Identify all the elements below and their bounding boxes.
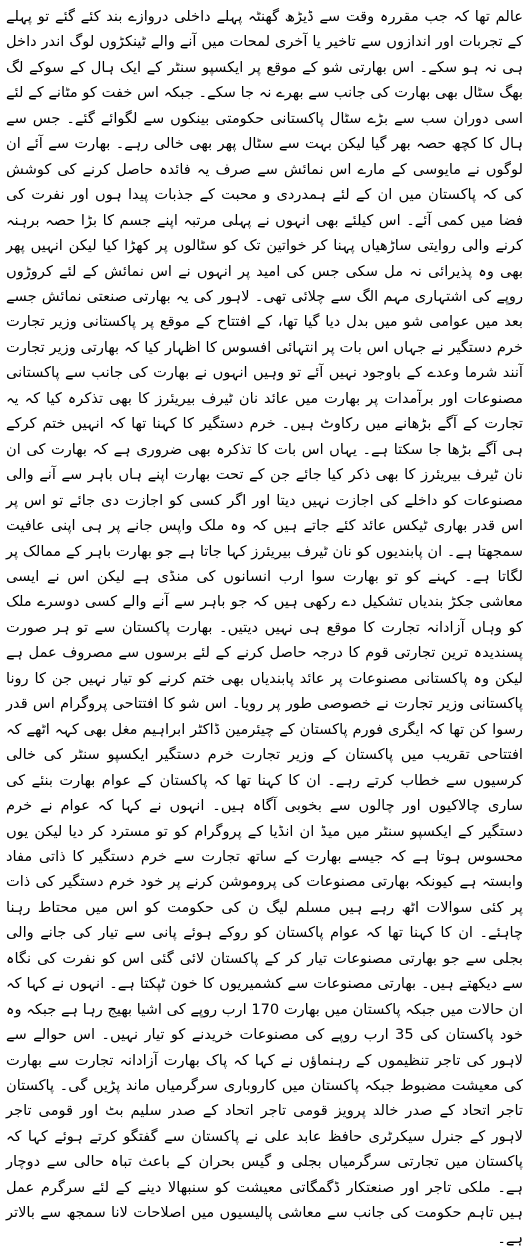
article-body-text: عالم تھا کہ جب مقررہ وقت سے ڈیڑھ گھنٹہ پہلے داخلی دروازے بند کئے گئے تو پہلے کے تجربات اور اندازوں سے تاخیر یا آخری لمحات میں آنے والے ٹینکڑوں لوگ اندر داخل ہی نہ ہو سکے۔ اس بھارتی شو کے موقع پر ایکسپو سنٹر کے ایک ہال کے سوکے لگ بھگ سٹال بھی بھارت کی جانب سے بھرے نہ جا سکے۔ جبکہ اس خفت کو مٹانے کے لئے اسی دوران سب سے بڑے سٹال پاکستانی حکومتی بینکوں سے لگوائے گئے۔ جس سے ہال کا کچھ حصہ بھر گیا لیکن بہت سے سٹال پھر بھی خالی رہے۔ بھارت سے آئے ان لوگوں نے مایوسی کے مارے اس نمائش سے صرف یہ فائدہ حاصل کرنے کی کوشش کی کہ پاکستان میں ان کے لئے ہمدردی و محبت کے جذبات پیدا ہوں اور نفرت کی فضا میں کمی آئے۔ اس کیلئے بھی انہوں نے پہلی مرتبہ اپنے جسم کا بڑا حصہ برہنہ کرنے والی روایتی ساڑھیاں پہنا کر خواتین تک کو سٹالوں پر کھڑا کیا لیکن انہیں پھر بھی وہ پذیرائی نہ مل سکی جس کی امید پر انہوں نے اس نمائش کے لئے کروڑوں روپے کی اشتہاری مہم الگ سے چلائی تھی۔ لاہور کی یہ بھارتی صنعتی نمائش جسے بعد میں عوامی شو میں بدل دیا گیا تھا، کے افتتاح کے موقع پر پاکستانی وزیر تجارت خرم دستگیر نے جہاں اس بات پر انتہائی افسوس کا اظہار کیا کہ بھارتی وزیر تجارت آنند شرما وعدے کے باوجود نہیں آئے تو وہیں انہوں نے بھارت کی جانب سے پاکستانی مصنوعات اور برآمدات پر بھارت میں عائد نان ٹیرف بیریئرز کا بھی تذکرہ کیا کہ یہ تجارت کے آگے بڑھانے میں رکاوٹ ہیں۔ خرم دستگیر کا کہنا تھا کہ انہیں ختم کرکے ہی آگے بڑھا جا سکتا ہے۔ یہاں اس بات کا تذکرہ بھی ضروری ہے کہ بھارت کی ان نان ٹیرف بیریئرز کا بھی ذکر کیا جائے جن کے تحت بھارت اپنے ہاں باہر سے آنے والی مصنوعات کو داخلے کی اجازت نہیں دیتا اور اگر کسی کو اجازت دی جائے تو اس پر اس قدر بھاری ٹیکس عائد کئے جاتے ہیں کہ وہ ملک واپس جانے پر ہی اپنی عافیت سمجھتا ہے۔ ان پابندیوں کو نان ٹیرف بیریئرز کہا جاتا ہے جو بھارت باہر کے ممالک پر لگاتا ہے۔ کہنے کو تو بھارت سوا ارب انسانوں کی منڈی ہے لیکن اس نے ایسی معاشی جکڑ بندیاں تشکیل دے رکھی ہیں کہ جو باہر سے آنے والے کسی دوسرے ملک کو وہاں آزادانہ تجارت کا موقع ہی نہیں دیتیں۔ بھارت پاکستان سے تو ہر صورت پسندیدہ ترین تجارتی قوم کا درجہ حاصل کرنے کے لئے برسوں سے مصروف عمل ہے لیکن وہ پاکستانی مصنوعات پر عائد پابندیاں بھی ختم کرنے کو تیار نہیں جن کا رونا پاکستانی وزیر تجارت نے خصوصی طور پر رویا۔ اس شو کا افتتاحی پروگرام اس قدر رسوا کن تھا کہ ایگری فورم پاکستان کے چیئرمین ڈاکٹر ابراہیم مغل بھی کہہ اٹھے کہ افتتاحی تقریب میں پاکستان کے وزیر تجارت خرم دستگیر ایکسپو سنٹر کی خالی کرسیوں سے خطاب کرتے رہے۔ ان کا کہنا تھا کہ پاکستان کے عوام بھارت بنئے کی ساری چالاکیوں اور چالوں سے بخوبی آگاہ ہیں۔ انہوں نے کہا کہ عوام نے خرم دستگیر کے ایکسپو سنٹر میں میڈ ان انڈیا کے پروگرام کو تو مسترد کر دیا لیکن یوں محسوس ہوتا ہے کہ جیسے بھارت کے ساتھ تجارت سے خرم دستگیر کا ذاتی مفاد وابستہ ہے کیونکہ بھارتی مصنوعات کی پروموشن کرنے پر خود خرم دستگیر کی ذات پر کئی سوالات اٹھ رہے ہیں مسلم لیگ ن کی حکومت کو اس میں محتاط رہنا چاہئے۔ ان کا کہنا تھا کہ عوام پاکستان کو روکے ہوئے پانی سے تیار کی جانے والی بجلی سے جو بھارتی مصنوعات تیار کر کے پاکستان لائی گئی اس کو نفرت کی نگاہ سے دیکھتے ہیں۔ بھارتی مصنوعات سے کشمیریوں کا خون ٹپکتا ہے۔ انہوں نے کہا کہ ان حالات میں جبکہ پاکستان میں بھارت 170 ارب روپے کی اشیا بھیج رہا ہے جبکہ وہ خود پاکستان کی 35 ارب روپے کی مصنوعات خریدنے کو تیار نہیں۔ اس حوالے سے لاہور کی تاجر تنظیموں کے رہنماؤں نے کہا کہ پاک بھارت آزادانہ تجارت سے بھارت کی معیشت مضبوط جبکہ پاکستان میں کاروباری سرگرمیاں ماند پڑیں گی۔ پاکستان تاجر اتحاد کے صدر خالد پرویز قومی تاجر اتحاد کے صدر سلیم بٹ اور قومی تاجر لاہور کے جنرل سیکرٹری حافظ عابد علی نے پاکستان سے گفتگو کرتے ہوئے کہا کہ پاکستان میں تجارتی سرگرمیاں بجلی و گیس بحران کے باعث تباہ حالی سے دوچار ہے۔ ملکی تاجر اور صنعتکار ڈگمگاتی معیشت کو سنبھالا دینے کے لئے سرگرم عمل ہیں تاہم حکومت کی جانب سے معاشی پالیسیوں میں اصلاحات لانا سمجھ سے بالاتر ہے۔ xyxy=(6,8,523,1247)
